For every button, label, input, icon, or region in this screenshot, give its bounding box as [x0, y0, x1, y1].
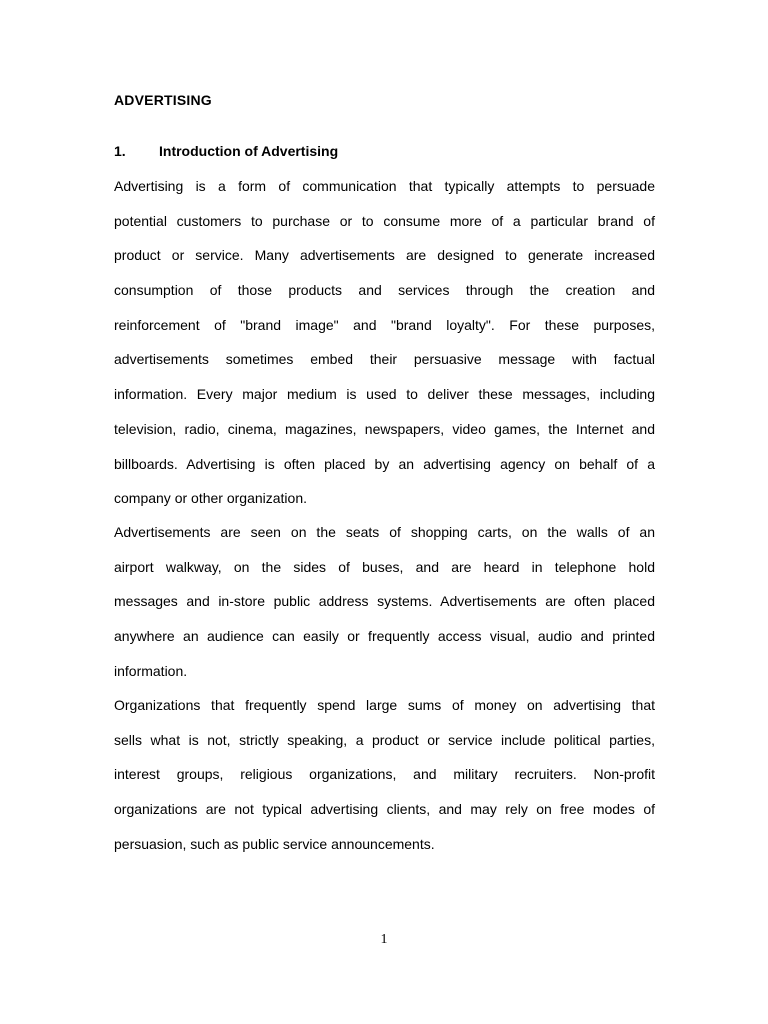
text-line: information.: [114, 662, 188, 679]
text-line: persuasion, such as public service announcements.: [114, 835, 435, 852]
text-line: company or other organization.: [114, 490, 307, 507]
text-line: Advertising is a form of communication that typically attempts to persuade: [114, 178, 655, 194]
text-line: reinforcement of "brand image" and "brand loyalty". For these purposes,: [114, 316, 655, 333]
text-line: Advertisements are seen on the seats of shopping carts, on the walls of an: [114, 524, 655, 540]
text-line: interest groups, religious organizations, and military recruiters. Non-profit: [114, 766, 655, 783]
text-line: anywhere an audience can easily or frequently access visual, audio and printed: [114, 628, 655, 645]
section-heading: [114, 141, 338, 161]
text-line: product or service. Many advertisements are designed to generate increased: [114, 247, 655, 264]
text-line: television, radio, cinema, magazines, newspapers, video games, the Internet and: [114, 420, 655, 437]
paragraph-placement: [114, 515, 655, 688]
section-number: 1.: [114, 143, 126, 159]
section-title: Introduction of Advertising: [159, 143, 339, 159]
document-title: ADVERTISING: [114, 92, 212, 108]
text-line: information. Every major medium is used to deliver these messages, including: [114, 386, 655, 403]
text-line: consumption of those products and services through the creation and: [114, 282, 655, 299]
paragraph-organizations: [114, 688, 655, 861]
text-line: messages and in-store public address systems. Advertisements are often placed: [114, 593, 655, 610]
text-line: Organizations that frequently spend large sums of money on advertising that: [114, 697, 655, 713]
text-line: organizations are not typical advertising clients, and may rely on free modes of: [114, 801, 655, 818]
text-line: billboards. Advertising is often placed by an advertising agency on behalf of a: [114, 455, 655, 472]
paragraph-introduction: [114, 169, 655, 516]
page-number: 1: [380, 932, 388, 947]
text-line: potential customers to purchase or to consume more of a particular brand of: [114, 212, 655, 229]
text-line: sells what is not, strictly speaking, a product or service include political parties,: [114, 731, 655, 748]
text-line: advertisements sometimes embed their persuasive message with factual: [114, 351, 655, 368]
text-line: airport walkway, on the sides of buses, and are heard in telephone hold: [114, 558, 655, 575]
